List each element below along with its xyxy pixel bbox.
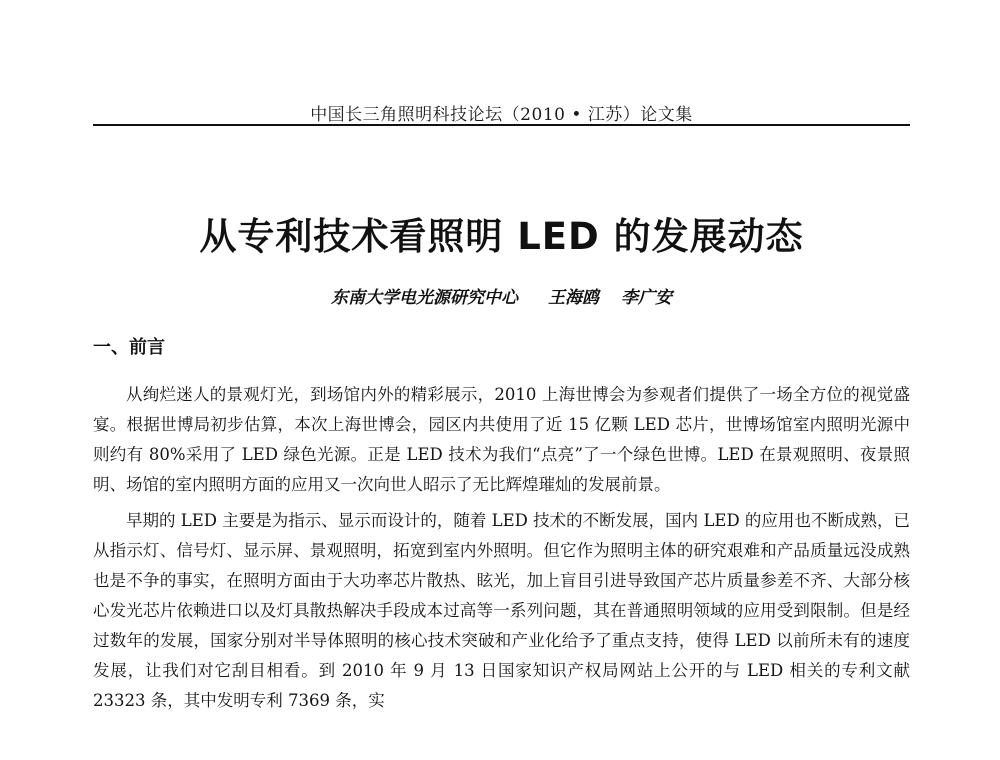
paragraph: 从绚烂迷人的景观灯光，到场馆内外的精彩展示，2010 上海世博会为参观者们提供了一场全方位的视觉盛宴。根据世博局初步估算，本次上海世博会，园区内共使用了近 15 亿颗 LED 芯片，世博场馆室内照明光源中则约有 80%采用了 LED 绿色光源。正是 LED 技术为我们“点亮”了一个绿色世博。LED 在景观照明、夜景照明、场馆的室内照明方面的应用又一次向世人昭示了无比辉煌璀灿的发展前景。 (93, 385, 910, 494)
byline (93, 283, 910, 308)
running-header: 中国长三角照明科技论坛（2010 • 江苏）论文集 (310, 105, 693, 125)
header-rule (93, 124, 910, 126)
author-name: 王海鸥 (548, 288, 599, 308)
author-affiliation: 东南大学电光源研究中心 (331, 288, 518, 308)
section-heading: 一、前言 (93, 337, 165, 358)
paragraph: 早期的 LED 主要是为指示、显示而设计的，随着 LED 技术的不断发展，国内 LED 的应用也不断成熟，已从指示灯、信号灯、显示屏、景观照明，拓宽到室内外照明。但它作为照明主体的研究艰难和产品质量远没成熟也是不争的事实，在照明方面由于大功率芯片散热、眩光，加上盲目引进导致国产芯片质量参差不齐、大部分核心发光芯片依赖进口以及灯具散热解决手段成本过高等一系列问题，其在普通照明领域的应用受到限制。但是经过数年的发展，国家分别对半导体照明的核心技术突破和产业化给予了重点支持，使得 LED 以前所未有的速度发展，让我们对它刮目相看。到 2010 年 9 月 13 日国家知识产权局网站上公开的与 LED 相关的专利文献 23323 条，其中发明专利 7369 条，实 (93, 511, 910, 710)
author-name: 李广安 (621, 288, 672, 308)
article-title: 从专利技术看照明 LED 的发展动态 (199, 215, 804, 258)
body-text (93, 380, 910, 722)
